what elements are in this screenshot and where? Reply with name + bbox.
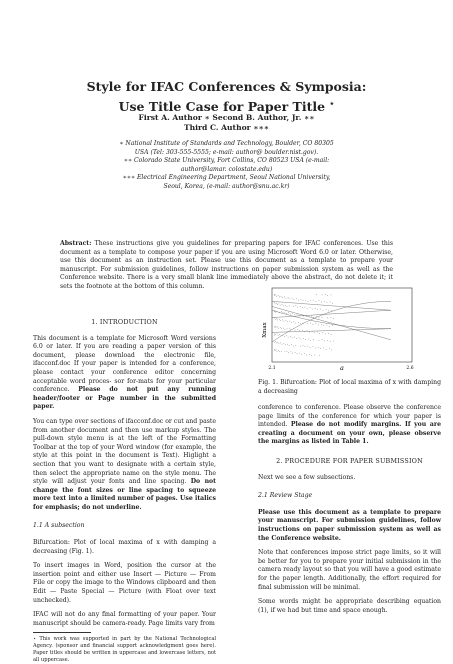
affiliation-line: author@lamar. colostate.edu) <box>180 165 273 173</box>
bifurcation-point <box>313 346 314 347</box>
bifurcation-point <box>331 317 332 318</box>
bifurcation-point <box>313 317 314 318</box>
bifurcation-point <box>305 346 306 347</box>
bifurcation-point <box>299 330 300 331</box>
bifurcation-point <box>291 329 292 330</box>
bifurcation-point <box>275 304 276 305</box>
affiliation-line: ∗∗ Colorado State University, Fort Collins, CO 80523 USA (e-mail: <box>123 157 330 165</box>
bifurcation-point <box>280 343 281 344</box>
bifurcation-point <box>281 336 282 337</box>
bifurcation-point <box>294 322 295 323</box>
bifurcation-point <box>317 309 318 310</box>
bifurcation-point <box>311 316 312 317</box>
bifurcation-point <box>297 353 298 354</box>
bifurcation-point <box>304 331 305 332</box>
bifurcation-point <box>291 345 292 346</box>
bifurcation-point <box>274 294 275 295</box>
bifurcation-point <box>281 351 282 352</box>
paragraph: Next we see a few subsections. <box>258 473 356 481</box>
authors-line-1: First A. Author ∗ Second B. Author, Jr. ∗∗ <box>138 113 315 122</box>
bifurcation-point <box>316 294 317 295</box>
bifurcation-point <box>327 318 328 319</box>
bifurcation-point <box>274 335 275 336</box>
bifurcation-point <box>285 345 286 346</box>
bifurcation-point <box>310 347 311 348</box>
bifurcation-point <box>332 325 333 326</box>
section-heading-procedure: 2. PROCEDURE FOR PAPER SUBMISSION <box>276 456 423 465</box>
bifurcation-point <box>283 313 284 314</box>
paragraph-bold-text: Please do not modify margins. If you are creating a document on your own, please observe the margins as listed in Table 1. <box>258 421 441 446</box>
bifurcation-point <box>292 338 293 339</box>
bifurcation-point <box>283 335 284 336</box>
bifurcation-point <box>293 329 294 330</box>
bifurcation-point <box>276 343 277 344</box>
bifurcation-point <box>301 354 302 355</box>
bifurcation-point <box>301 315 302 316</box>
bifurcation-point <box>286 336 287 337</box>
paragraph: Some words might be appropriate describing equation (1), if we had but time and space enough. <box>258 598 441 614</box>
bifurcation-point <box>311 355 312 356</box>
bifurcation-point <box>283 328 284 329</box>
bifurcation-point <box>323 348 324 349</box>
bifurcation-point <box>309 332 310 333</box>
bifurcation-point <box>279 343 280 344</box>
bifurcation-point <box>296 338 297 339</box>
bifurcation-point <box>319 355 320 356</box>
bifurcation-point <box>289 345 290 346</box>
bifurcation-point <box>280 305 281 306</box>
bifurcation-point <box>276 318 277 319</box>
bifurcation-point <box>299 338 300 339</box>
bifurcation-point <box>314 355 315 356</box>
bifurcation-point <box>276 327 277 328</box>
bifurcation-point <box>296 299 297 300</box>
subsection-heading: 1.1 A subsection <box>33 522 85 530</box>
affiliation-line: USA (Tel: 303-555-5555; e-mail: author@ boulder.nist.gov). <box>134 148 319 156</box>
bifurcation-point <box>291 352 292 353</box>
figure-caption: Fig. 1. Bifurcation: Plot of local maxima of x with damping a decreasing <box>258 379 441 395</box>
paragraph-text: conference to conference. Please observe the conference page limits of the conference for which your paper is intended. <box>258 404 441 429</box>
bifurcation-point <box>332 303 333 304</box>
bifurcation-point <box>308 323 309 324</box>
bifurcation-point <box>296 345 297 346</box>
subsection-heading: 2.1 Review Stage <box>258 492 313 500</box>
bifurcation-point <box>274 342 275 343</box>
footnote: ⋆ This work was supported in part by the National Technological Agency. (sponsor and financial support acknowledgment goes here). Paper titles should be written in uppercase and lowercase letters, not all uppercase. <box>33 636 216 664</box>
bifurcation-point <box>333 341 334 342</box>
bifurcation-point <box>287 351 288 352</box>
bifurcation-point <box>295 352 296 353</box>
bifurcation-point <box>302 330 303 331</box>
bifurcation-point <box>297 329 298 330</box>
section-heading-introduction: 1. INTRODUCTION <box>91 318 158 326</box>
right-column <box>258 404 441 621</box>
bifurcation-point <box>323 310 324 311</box>
bifurcation-point <box>279 319 280 320</box>
bifurcation-point <box>327 295 328 296</box>
bifurcation-point <box>292 298 293 299</box>
bifurcation-point <box>331 334 332 335</box>
bifurcation-point <box>323 325 324 326</box>
bifurcation-point <box>318 347 319 348</box>
bifurcation-point <box>298 322 299 323</box>
bifurcation-point <box>285 305 286 306</box>
bifurcation-point <box>302 307 303 308</box>
bifurcation-point <box>282 297 283 298</box>
bifurcation-point <box>276 296 277 297</box>
bifurcation-point <box>294 299 295 300</box>
bifurcation-point <box>327 325 328 326</box>
bifurcation-point <box>327 340 328 341</box>
bifurcation-point <box>288 337 289 338</box>
bifurcation-point <box>319 340 320 341</box>
bifurcation-point <box>276 303 277 304</box>
bifurcation-point <box>319 333 320 334</box>
bifurcation-point <box>309 354 310 355</box>
bifurcation-point <box>290 321 291 322</box>
bifurcation-point <box>288 352 289 353</box>
bifurcation-point <box>279 297 280 298</box>
bifurcation-point <box>287 344 288 345</box>
bifurcation-point <box>291 322 292 323</box>
bifurcation-point <box>293 346 294 347</box>
paragraph-text: You can type over sections of ifacconf.doc or cut and paste from another document and then use markup styles. The pull-down style menu is at the left of the Formatting Toolbar at the top of your Word window (for example, the style at this point in the document is Text). Higlight a section that you want to designate with a certain style, then select the appropriate name on the style menu. The style will adjust your fonts and line spacing. <box>33 417 216 486</box>
bifurcation-point <box>330 341 331 342</box>
bifurcation-point <box>321 302 322 303</box>
bifurcation-point <box>285 352 286 353</box>
abstract <box>60 240 393 292</box>
bifurcation-point <box>275 295 276 296</box>
bifurcation-point <box>281 329 282 330</box>
bifurcation-point <box>279 312 280 313</box>
bifurcation-point <box>287 329 288 330</box>
bifurcation-point <box>308 346 309 347</box>
bifurcation-point <box>298 300 299 301</box>
bifurcation-point <box>274 334 275 335</box>
bifurcation-point <box>325 294 326 295</box>
bifurcation-point <box>294 337 295 338</box>
bifurcation-branch <box>272 301 391 342</box>
bifurcation-point <box>290 299 291 300</box>
paragraph-bold: Please use this document as a template to prepare your manuscript. For submission guidelines, follow instructions on paper submission system as well as the Conference website. <box>258 508 441 542</box>
paragraph-bold-text: Do not change the font sizes or line spacing to squeeze more text into a limited number of pages. Use italics for emphasis; do not underline. <box>33 478 216 511</box>
paragraph <box>33 335 216 412</box>
bifurcation-point <box>279 334 280 335</box>
authors-line-2: Third C. Author ∗∗∗ <box>183 123 270 132</box>
bifurcation-point <box>275 312 276 313</box>
bifurcation-point <box>300 346 301 347</box>
bifurcation-point <box>295 330 296 331</box>
paper-title-text: Use Title Case for Paper Title <box>118 99 326 115</box>
figure-xlabel: a <box>340 364 344 372</box>
bifurcation-point <box>275 319 276 320</box>
bifurcation-point <box>307 308 308 309</box>
bifurcation-point <box>308 301 309 302</box>
bifurcation-point <box>280 327 281 328</box>
bifurcation-point <box>274 302 275 303</box>
bifurcation-point <box>282 304 283 305</box>
bifurcation-point <box>318 325 319 326</box>
bifurcation-point <box>308 316 309 317</box>
bifurcation-point <box>310 340 311 341</box>
bifurcation-point <box>297 307 298 308</box>
bifurcation-point <box>282 320 283 321</box>
bifurcation-point <box>324 301 325 302</box>
bifurcation-point <box>284 297 285 298</box>
paragraph: To insert images in Word, position the cursor at the insertion point and either use Insert — Picture — From File or copy the image to the Windows clipboard and then Edit — Paste Special — Picture (with Float over text unchecked). <box>33 562 216 604</box>
abstract-label: Abstract: <box>60 240 92 247</box>
figure-frame <box>272 288 412 362</box>
bifurcation-point <box>275 326 276 327</box>
bifurcation-point <box>284 343 285 344</box>
bifurcation-point <box>305 300 306 301</box>
bifurcation-point <box>333 318 334 319</box>
bifurcation-point <box>326 309 327 310</box>
bifurcation-point <box>316 316 317 317</box>
bifurcation-point <box>312 331 313 332</box>
bifurcation-point <box>329 326 330 327</box>
bifurcation-point <box>307 330 308 331</box>
bifurcation-point <box>300 306 301 307</box>
bifurcation-point <box>317 332 318 333</box>
bifurcation-point <box>303 345 304 346</box>
bifurcation-point <box>274 349 275 350</box>
bifurcation-point <box>277 351 278 352</box>
affiliations <box>60 140 393 192</box>
bifurcation-point <box>326 349 327 350</box>
bifurcation-point <box>287 306 288 307</box>
authors <box>0 113 453 133</box>
bifurcation-point <box>285 329 286 330</box>
bifurcation-point <box>290 336 291 337</box>
bifurcation-point <box>278 335 279 336</box>
paper-title-line-1: Style for IFAC Conferences & Symposia: <box>86 79 367 94</box>
bifurcation-point <box>277 342 278 343</box>
bifurcation-point <box>328 311 329 312</box>
bifurcation-point <box>320 309 321 310</box>
bifurcation-point <box>306 315 307 316</box>
bifurcation-point <box>286 298 287 299</box>
bifurcation-point <box>293 306 294 307</box>
bifurcation-point <box>306 355 307 356</box>
affiliation-line: ∗ National Institute of Standards and Technology, Boulder, CO 80305 <box>119 140 334 147</box>
paragraph: Note that conferences impose strict page limits, so it will be better for you to prepare your initial submission in the camera ready layout so that you will have a good estimate for the paper length. Additionally, the effort required for final submission will be minimal. <box>258 549 441 591</box>
bifurcation-point <box>310 300 311 301</box>
bifurcation-point <box>315 308 316 309</box>
bifurcation-point <box>288 297 289 298</box>
bifurcation-point <box>283 306 284 307</box>
bifurcation-point <box>296 323 297 324</box>
bifurcation-point <box>323 332 324 333</box>
bifurcation-point <box>314 332 315 333</box>
bifurcation-point <box>289 306 290 307</box>
affiliation-line: ∗∗∗ Electrical Engineering Department, Seoul National University, <box>122 174 331 182</box>
bifurcation-point <box>313 324 314 325</box>
bifurcation-point <box>329 348 330 349</box>
affiliation-line: Seoul, Korea, (e-mail: author@snu.ac.kr) <box>163 182 290 190</box>
bifurcation-point <box>277 334 278 335</box>
bifurcation-point <box>332 310 333 311</box>
bifurcation-point <box>303 300 304 301</box>
bifurcation-point <box>301 339 302 340</box>
bifurcation-point <box>274 327 275 328</box>
bifurcation-point <box>285 312 286 313</box>
bifurcation-point <box>279 304 280 305</box>
bifurcation-point <box>328 333 329 334</box>
bifurcation-point <box>274 318 275 319</box>
figure-xtick-left: 2.1 <box>268 366 276 371</box>
bifurcation-point <box>299 353 300 354</box>
bifurcation-point <box>275 350 276 351</box>
bifurcation-point <box>292 313 293 314</box>
bifurcation-point <box>277 311 278 312</box>
bifurcation-point <box>301 299 302 300</box>
bifurcation-point <box>320 348 321 349</box>
bifurcation-point <box>276 350 277 351</box>
bifurcation-point <box>284 321 285 322</box>
bifurcation-point <box>303 316 304 317</box>
bifurcation-point <box>277 327 278 328</box>
bifurcation-point <box>299 315 300 316</box>
bifurcation-point <box>294 315 295 316</box>
bifurcation-point <box>281 311 282 312</box>
bifurcation-point <box>305 339 306 340</box>
left-column <box>33 318 216 664</box>
bifurcation-point <box>319 318 320 319</box>
bifurcation-branch <box>272 301 391 310</box>
bifurcation-point <box>315 348 316 349</box>
bifurcation-point <box>322 317 323 318</box>
abstract-text: These instructions give you guidelines for preparing papers for IFAC conferences. Use this document as a template to compose your paper if you are using Microsoft Word 6.0 or later. Otherwise, use this document as an instruction set. Please use this document as a template to prepare your manuscript. For submission guidelines, follow instructions on paper submission system as well as the Conference website. There is a very small blank line immediately above the abstract, do not delete it; it sets the footnote at the bottom of this column. <box>60 240 393 290</box>
bifurcation-point <box>275 334 276 335</box>
bifurcation-point <box>292 353 293 354</box>
bifurcation-point <box>300 323 301 324</box>
bifurcation-point <box>297 314 298 315</box>
bifurcation-point <box>319 300 320 301</box>
bifurcation-point <box>274 311 275 312</box>
paragraph-text: This document is a template for Microsoft Word versions 6.0 or later. If you are reading a paper version of this document, please download the electronic file, ifacconf.doc If your paper is intended for a conference, please contact your conference editor concerning acceptable word proces- sor for-mats for your particular conference. <box>33 334 216 394</box>
title-footnote-mark: ⋆ <box>329 98 335 108</box>
footnote-rule <box>33 632 91 633</box>
bifurcation-point <box>332 350 333 351</box>
bifurcation-curves <box>272 294 391 356</box>
bifurcation-point <box>308 339 309 340</box>
bifurcation-point <box>305 307 306 308</box>
bifurcation-point <box>313 339 314 340</box>
bifurcation-point <box>274 295 275 296</box>
bifurcation-point <box>288 313 289 314</box>
bifurcation-point <box>275 311 276 312</box>
bifurcation-point <box>304 353 305 354</box>
bifurcation-point <box>286 313 287 314</box>
paragraph: Bifurcation: Plot of local maxima of x with damping a decreasing (Fig. 1). <box>33 539 216 555</box>
bifurcation-point <box>310 307 311 308</box>
bifurcation-point <box>289 328 290 329</box>
bifurcation-point <box>280 320 281 321</box>
bifurcation-point <box>284 336 285 337</box>
bifurcation-point <box>324 341 325 342</box>
bifurcation-point <box>286 320 287 321</box>
bifurcation-point <box>277 320 278 321</box>
bifurcation-point <box>327 302 328 303</box>
bifurcation-point <box>278 295 279 296</box>
paragraph <box>258 404 441 447</box>
bifurcation-point <box>322 295 323 296</box>
bifurcation-point <box>303 338 304 339</box>
bifurcation-point <box>303 323 304 324</box>
bifurcation-branch <box>272 310 391 329</box>
bifurcation-point <box>325 334 326 335</box>
bifurcation-point <box>322 339 323 340</box>
bifurcation-point <box>287 322 288 323</box>
paragraph: IFAC will not do any final formatting of your paper. Your manuscript should be camera-ready. Page limits vary from <box>33 611 216 627</box>
bifurcation-point <box>316 323 317 324</box>
bifurcation-point <box>277 304 278 305</box>
bifurcation-point <box>316 301 317 302</box>
figure-xtick-right: 2.6 <box>406 366 414 371</box>
bifurcation-point <box>278 328 279 329</box>
bifurcation-point <box>310 323 311 324</box>
bifurcation-point <box>275 341 276 342</box>
bifurcation-point <box>296 306 297 307</box>
bifurcation-figure <box>258 286 416 377</box>
bifurcation-point <box>330 302 331 303</box>
bifurcation-point <box>312 309 313 310</box>
paragraph-bold-text: Please do not put any running header/footer or Page number in the submitted paper. <box>33 386 216 411</box>
paragraph <box>33 418 216 513</box>
bifurcation-point <box>279 352 280 353</box>
figure-ylabel: Xmax <box>262 322 268 338</box>
bifurcation-point <box>331 295 332 296</box>
bifurcation-point <box>282 344 283 345</box>
bifurcation-point <box>290 314 291 315</box>
bifurcation-point <box>321 324 322 325</box>
bifurcation-point <box>281 296 282 297</box>
bifurcation-point <box>313 300 314 301</box>
bifurcation-point <box>278 350 279 351</box>
